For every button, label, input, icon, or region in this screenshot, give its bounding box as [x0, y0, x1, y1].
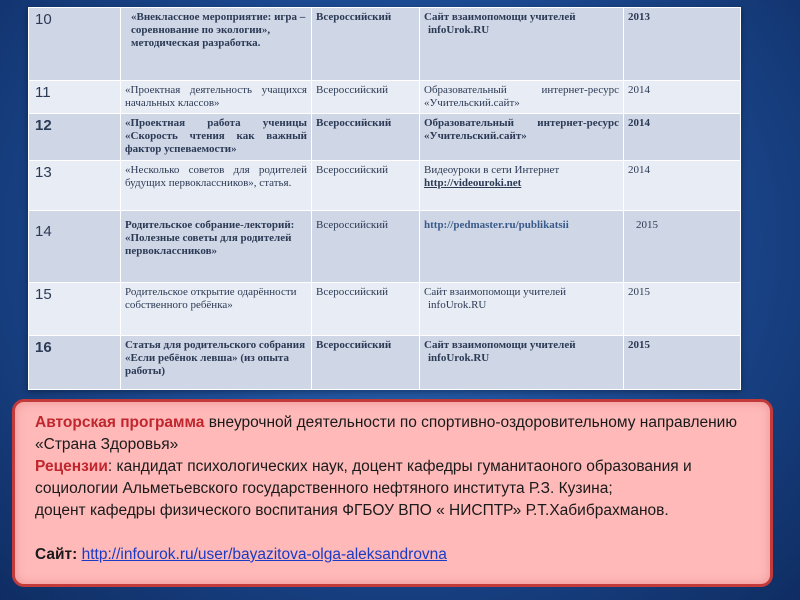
table-row — [29, 161, 741, 211]
publication-title: «Внеклассное мероприятие: игра – соревнование по экологии», методическая разработка. — [121, 8, 312, 81]
row-number: 11 — [29, 81, 121, 114]
level-cell: Всероссийский — [312, 81, 420, 114]
site-cell — [420, 8, 624, 81]
row-number: 14 — [29, 211, 121, 283]
program-text: внеурочной деятельности по спортивно-оздоровительному направлению «Страна Здоровья» — [35, 414, 737, 453]
table-row — [29, 211, 741, 283]
site-cell: Образовательный интернет-ресурс «Учительский.сайт» — [420, 114, 624, 161]
site-name: Сайт взаимопомощи учителей — [424, 286, 567, 298]
program-label: Авторская программа — [35, 414, 205, 431]
site-name: Сайт взаимопомощи учителей — [424, 11, 576, 23]
publication-title: Родительское открытие одарённости собственного ребёнка» — [121, 283, 312, 336]
review-text: : кандидат психологических наук, доцент кафедры гуманитаоного образования и социологии Альметьевского государственного нефтяного института Р.З. Кузина; — [35, 458, 692, 497]
site-name: Видеоуроки в сети Интернет — [424, 164, 560, 176]
row-number: 10 — [29, 8, 121, 81]
publication-title: «Проектная деятельность учащихся начальных классов» — [121, 81, 312, 114]
row-number: 13 — [29, 161, 121, 211]
publication-title: «Несколько советов для родителей будущих первоклассников», статья. — [121, 161, 312, 211]
site-cell — [420, 211, 624, 283]
site-label: Сайт: — [35, 546, 78, 563]
year-cell: 2015 — [624, 211, 741, 283]
site-domain: infoUrok.RU — [428, 351, 490, 364]
site-cell — [420, 336, 624, 390]
site-domain: infoUrok.RU — [428, 298, 487, 311]
table-row — [29, 114, 741, 161]
author-program-note — [12, 399, 773, 587]
program-paragraph — [35, 412, 750, 456]
level-cell: Всероссийский — [312, 114, 420, 161]
site-link[interactable]: http://videouroki.net — [424, 176, 522, 189]
year-cell: 2015 — [624, 283, 741, 336]
year-cell: 2014 — [624, 81, 741, 114]
row-number: 12 — [29, 114, 121, 161]
publication-title: Статья для родительского собрания «Если ребёнок левша» (из опыта работы) — [121, 336, 312, 390]
level-cell: Всероссийский — [312, 161, 420, 211]
year-cell: 2014 — [624, 161, 741, 211]
level-cell: Всероссийский — [312, 8, 420, 81]
site-name: Сайт взаимопомощи учителей — [424, 339, 576, 351]
publication-title: Родительское собрание-лекторий: «Полезные советы для родителей первоклассников» — [121, 211, 312, 283]
site-cell — [420, 283, 624, 336]
table-row — [29, 8, 741, 81]
year-cell: 2013 — [624, 8, 741, 81]
spacer — [35, 522, 750, 544]
table-row — [29, 283, 741, 336]
review-label: Рецензии — [35, 458, 108, 475]
level-cell: Всероссийский — [312, 336, 420, 390]
year-cell: 2014 — [624, 114, 741, 161]
site-cell — [420, 161, 624, 211]
site-line — [35, 544, 750, 566]
row-number: 15 — [29, 283, 121, 336]
level-cell: Всероссийский — [312, 211, 420, 283]
site-cell: Образовательный интернет-ресурс «Учительский.сайт» — [420, 81, 624, 114]
table-row — [29, 81, 741, 114]
level-cell: Всероссийский — [312, 283, 420, 336]
year-cell: 2015 — [624, 336, 741, 390]
review-paragraph-2: доцент кафедры физического воспитания ФГБОУ ВПО « НИСПТР» Р.Т.Хабибрахманов. — [35, 502, 669, 519]
review-paragraph — [35, 456, 750, 500]
author-site-link[interactable]: http://infourok.ru/user/bayazitova-olga-aleksandrovna — [81, 546, 447, 563]
site-domain: infoUrok.RU — [428, 23, 490, 36]
row-number: 16 — [29, 336, 121, 390]
site-link[interactable]: http://pedmaster.ru/publikatsii — [424, 219, 569, 231]
table-row — [29, 336, 741, 390]
publication-title: «Проектная работа ученицы «Скорость чтения как важный фактор успеваемости» — [121, 114, 312, 161]
publications-table — [28, 7, 741, 390]
